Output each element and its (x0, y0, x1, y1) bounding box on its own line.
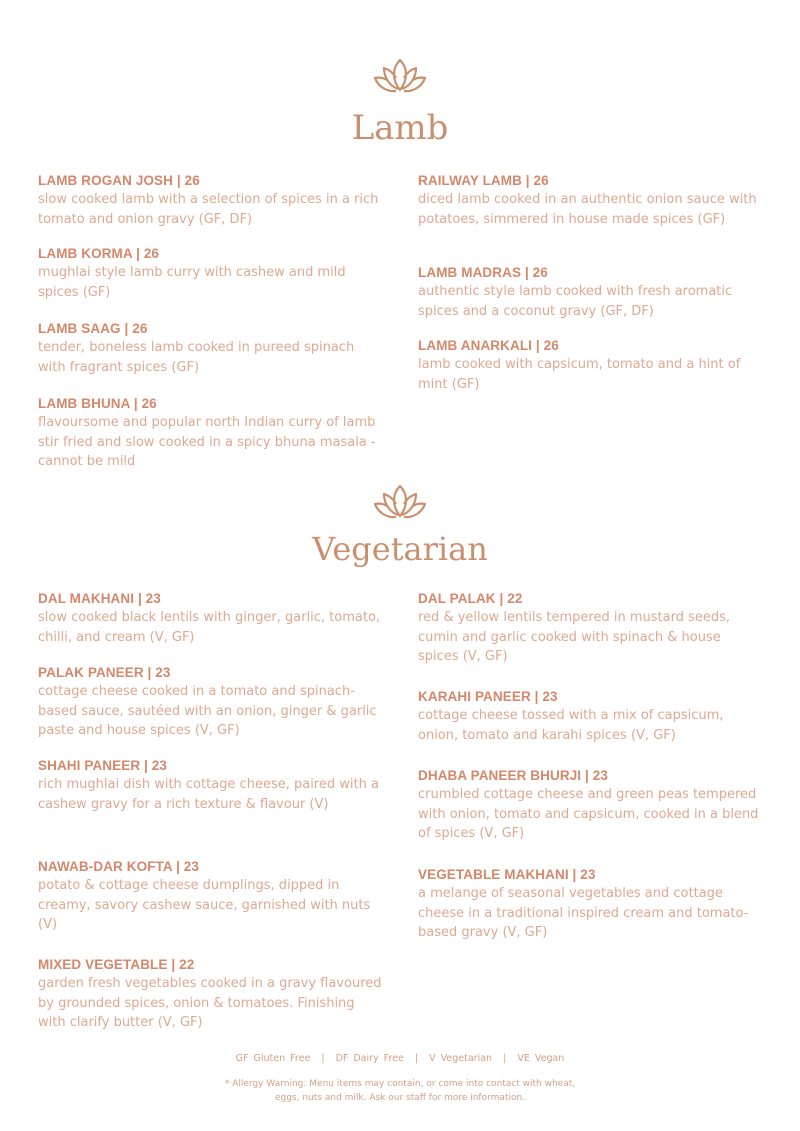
item-description: a melange of seasonal vegetables and cottage cheese in a traditional inspired cream and tomato-based gravy (V, GF) (418, 886, 749, 940)
allergy-warning (0, 1077, 800, 1105)
item-name: KARAHI PANEER | 23 (418, 689, 558, 704)
legend-gf: GF Gluten Free (235, 1053, 311, 1064)
item-name: DAL MAKHANI | 23 (38, 591, 161, 606)
item-description: garden fresh vegetables cooked in a gravy flavoured by grounded spices, onion & tomatoes. Finishing with clarify butter (V, GF) (38, 976, 382, 1030)
menu-item (418, 264, 763, 337)
lamb-left-column (38, 172, 383, 472)
item-description: flavoursome and popular north Indian curry of lamb stir fried and slow cooked in a spicy bhuna masala - cannot be mild (38, 415, 376, 469)
item-name: LAMB KORMA | 26 (38, 246, 160, 261)
menu-item (418, 337, 763, 394)
menu-item (38, 245, 383, 320)
item-name: RAILWAY LAMB | 26 (418, 173, 549, 188)
item-description: mughlai style lamb curry with cashew and mild spices (GF) (38, 265, 346, 300)
item-name: LAMB SAAG | 26 (38, 321, 148, 336)
item-name: VEGETABLE MAKHANI | 23 (418, 867, 596, 882)
item-description: rich mughlai dish with cottage cheese, paired with a cashew gravy for a rich texture & flavour (V) (38, 777, 379, 812)
item-description: authentic style lamb cooked with fresh aromatic spices and a coconut gravy (GF, DF) (418, 284, 733, 319)
menu-item (38, 757, 383, 858)
menu-item (418, 866, 763, 943)
section-title-vegetarian: Vegetarian (312, 530, 488, 568)
menu-item (38, 956, 383, 1033)
item-name: NAWAB-DAR KOFTA | 23 (38, 859, 200, 874)
item-description: diced lamb cooked in an authentic onion sauce with potatoes, simmered in house made spices (GF) (418, 192, 757, 227)
item-description: cottage cheese tossed with a mix of capsicum, onion, tomato and karahi spices (V, GF) (418, 708, 724, 743)
allergy-warning-line1: * Allergy Warning: Menu items may contain, or come into contact with wheat, (224, 1079, 576, 1089)
item-name: LAMB ANARKALI | 26 (418, 338, 559, 353)
menu-item (418, 172, 763, 264)
allergy-warning-line2: eggs, nuts and milk. Ask our staff for more information. (274, 1093, 526, 1103)
item-name: LAMB MADRAS | 26 (418, 265, 548, 280)
vegetarian-right-column (418, 590, 763, 943)
item-description: lamb cooked with capsicum, tomato and a hint of mint (GF) (418, 357, 741, 392)
menu-item (418, 688, 763, 767)
legend-ve: VE Vegan (517, 1053, 565, 1064)
item-name: LAMB BHUNA | 26 (38, 396, 157, 411)
section-title-lamb: Lamb (351, 108, 449, 148)
item-name: SHAHI PANEER | 23 (38, 758, 168, 773)
item-name: PALAK PANEER | 23 (38, 665, 171, 680)
item-description: crumbled cottage cheese and green peas tempered with onion, tomato and capsicum, cooked in a blend of spices (V, GF) (418, 787, 759, 841)
item-name: DAL PALAK | 22 (418, 591, 523, 606)
vegetarian-left-column (38, 590, 383, 1033)
legend-separator: | (321, 1053, 325, 1064)
legend-df: DF Dairy Free (335, 1053, 404, 1064)
menu-item (418, 767, 763, 866)
menu-item (38, 172, 383, 245)
menu-item (38, 858, 383, 956)
lotus-icon (372, 482, 428, 526)
legend-separator: | (414, 1053, 419, 1064)
menu-item (38, 395, 383, 472)
item-description: slow cooked black lentils with ginger, garlic, tomato, chilli, and cream (V, GF) (38, 610, 381, 645)
legend-v: V Vegetarian (429, 1053, 493, 1064)
item-description: potato & cottage cheese dumplings, dipped in creamy, savory cashew sauce, garnished with nuts (V) (38, 878, 371, 932)
menu-item (38, 590, 383, 664)
item-description: tender, boneless lamb cooked in pureed spinach with fragrant spices (GF) (38, 340, 355, 375)
menu-item (38, 320, 383, 395)
item-description: slow cooked lamb with a selection of spices in a rich tomato and onion gravy (GF, DF) (38, 192, 379, 227)
item-name: LAMB ROGAN JOSH | 26 (38, 173, 200, 188)
dietary-legend (0, 1053, 800, 1064)
item-description: red & yellow lentils tempered in mustard seeds, cumin and garlic cooked with spinach & house spices (V, GF) (418, 610, 731, 664)
item-name: DHABA PANEER BHURJI | 23 (418, 768, 608, 783)
menu-item (418, 590, 763, 688)
lamb-right-column (418, 172, 763, 394)
menu-item (38, 664, 383, 757)
legend-separator: | (503, 1053, 507, 1064)
lotus-icon (372, 56, 428, 100)
item-description: cottage cheese cooked in a tomato and spinach-based sauce, sautéed with an onion, ginger & garlic paste and house spices (V, GF) (38, 684, 377, 738)
item-name: MIXED VEGETABLE | 22 (38, 957, 195, 972)
